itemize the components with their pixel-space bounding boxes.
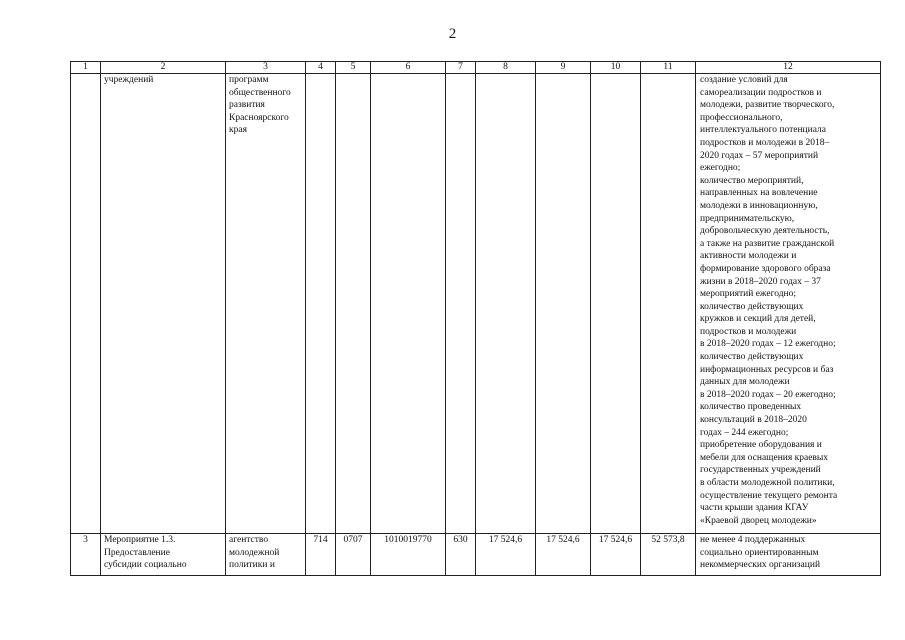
text-line: информационных ресурсов и баз [700, 364, 834, 375]
text-line: данных для молодежи [700, 377, 790, 388]
text-line: Мероприятие 1.3. [104, 535, 176, 545]
header-cell: 6 [371, 62, 446, 74]
text-line: количество действующих [700, 352, 804, 363]
text-line: молодежной [229, 547, 280, 558]
text-line: самореализации подростков и [700, 87, 822, 98]
text-line: развития [229, 100, 265, 111]
cell-expense-type: 630 [446, 534, 476, 576]
text-line: направленных на вовлечение [700, 188, 818, 199]
text-line: создание условий для [700, 75, 788, 85]
text-line: общественного [229, 87, 291, 98]
cell-year-3 [591, 74, 641, 534]
text-line: Красноярского [229, 112, 289, 123]
text-line: субсидии социально [104, 560, 187, 571]
header-cell: 7 [446, 62, 476, 74]
text-line: подростков и молодежи в 2018– [700, 137, 830, 148]
cell-event-name [101, 534, 226, 576]
text-line: количество действующих [700, 301, 804, 312]
text-line: профессионального, [700, 112, 783, 123]
text-line: количество проведенных [700, 402, 802, 413]
text-line: подростков и молодежи [700, 326, 797, 337]
header-cell: 1 [71, 62, 101, 74]
text-line: государственных учреждений [700, 465, 821, 476]
text-line: учреждений [104, 75, 154, 85]
table-header-row [71, 62, 881, 74]
cell-grbs [306, 74, 336, 534]
text-line: мебели для оснащения краевых [700, 452, 829, 463]
text-line: осуществление текущего ремонта [700, 490, 838, 501]
cell-year-1 [476, 74, 536, 534]
text-line: не менее 4 поддержанных [700, 535, 806, 545]
table-row [71, 74, 881, 534]
cell-number: 3 [71, 534, 101, 576]
text-line: молодежи в инновационную, [700, 200, 818, 211]
text-line: кружков и секций для детей, [700, 314, 816, 325]
text-line: «Краевой дворец молодежи» [700, 515, 817, 526]
cell-administrator [226, 534, 306, 576]
text-line: 2020 годах – 57 мероприятий [700, 150, 819, 161]
cell-target-article [371, 74, 446, 534]
text-line: интеллектуального потенциала [700, 125, 826, 136]
cell-section [336, 74, 371, 534]
text-line: в 2018–2020 годах – 20 ежегодно; [700, 389, 836, 400]
cell-expected-result [696, 74, 881, 534]
text-line: мероприятий ежегодно; [700, 289, 797, 300]
text-line: формирование здорового образа [700, 263, 831, 274]
text-line: добровольческую деятельность, [700, 226, 830, 237]
text-line: социально ориентированным [700, 547, 819, 558]
text-line: количество мероприятий, [700, 175, 804, 186]
text-line: ежегодно; [700, 163, 741, 174]
header-cell: 11 [641, 62, 696, 74]
cell-expense-type [446, 74, 476, 534]
text-line: Предоставление [104, 547, 170, 558]
header-cell: 10 [591, 62, 641, 74]
cell-year-2: 17 524,6 [536, 534, 591, 576]
header-cell: 9 [536, 62, 591, 74]
text-line: консультаций в 2018–2020 [700, 415, 807, 426]
header-cell: 12 [696, 62, 881, 74]
cell-administrator [226, 74, 306, 534]
text-line: годах – 244 ежегодно; [700, 427, 789, 438]
cell-grbs: 714 [306, 534, 336, 576]
text-line: края [229, 125, 247, 136]
text-line: жизни в 2018–2020 годах – 37 [700, 276, 821, 287]
cell-year-1: 17 524,6 [476, 534, 536, 576]
text-line: активности молодежи и [700, 251, 797, 262]
page-number: 2 [448, 26, 457, 42]
cell-year-3: 17 524,6 [591, 534, 641, 576]
cell-section: 0707 [336, 534, 371, 576]
table-row [71, 534, 881, 576]
cell-event-name [101, 74, 226, 534]
text-line: части крыши здания КГАУ [700, 503, 809, 514]
program-table [70, 61, 881, 576]
text-line: приобретение оборудования и [700, 440, 822, 451]
text-line: в 2018–2020 годах – 12 ежегодно; [700, 339, 836, 350]
text-line: агентство [229, 535, 269, 545]
header-cell: 5 [336, 62, 371, 74]
cell-year-2 [536, 74, 591, 534]
text-line: а также на развитие гражданской [700, 238, 835, 249]
header-cell: 2 [101, 62, 226, 74]
cell-expected-result [696, 534, 881, 576]
header-cell: 4 [306, 62, 336, 74]
text-line: политики и [229, 560, 275, 571]
text-line: молодежи, развитие творческого, [700, 100, 835, 111]
cell-target-article: 1010019770 [371, 534, 446, 576]
header-cell: 8 [476, 62, 536, 74]
cell-total [641, 74, 696, 534]
header-cell: 3 [226, 62, 306, 74]
cell-total: 52 573,8 [641, 534, 696, 576]
text-line: предпринимательскую, [700, 213, 795, 224]
text-line: в области молодежной политики, [700, 478, 835, 488]
cell-number [71, 74, 101, 534]
text-line: некоммерческих организаций [700, 560, 821, 571]
text-line: программ [229, 75, 269, 85]
